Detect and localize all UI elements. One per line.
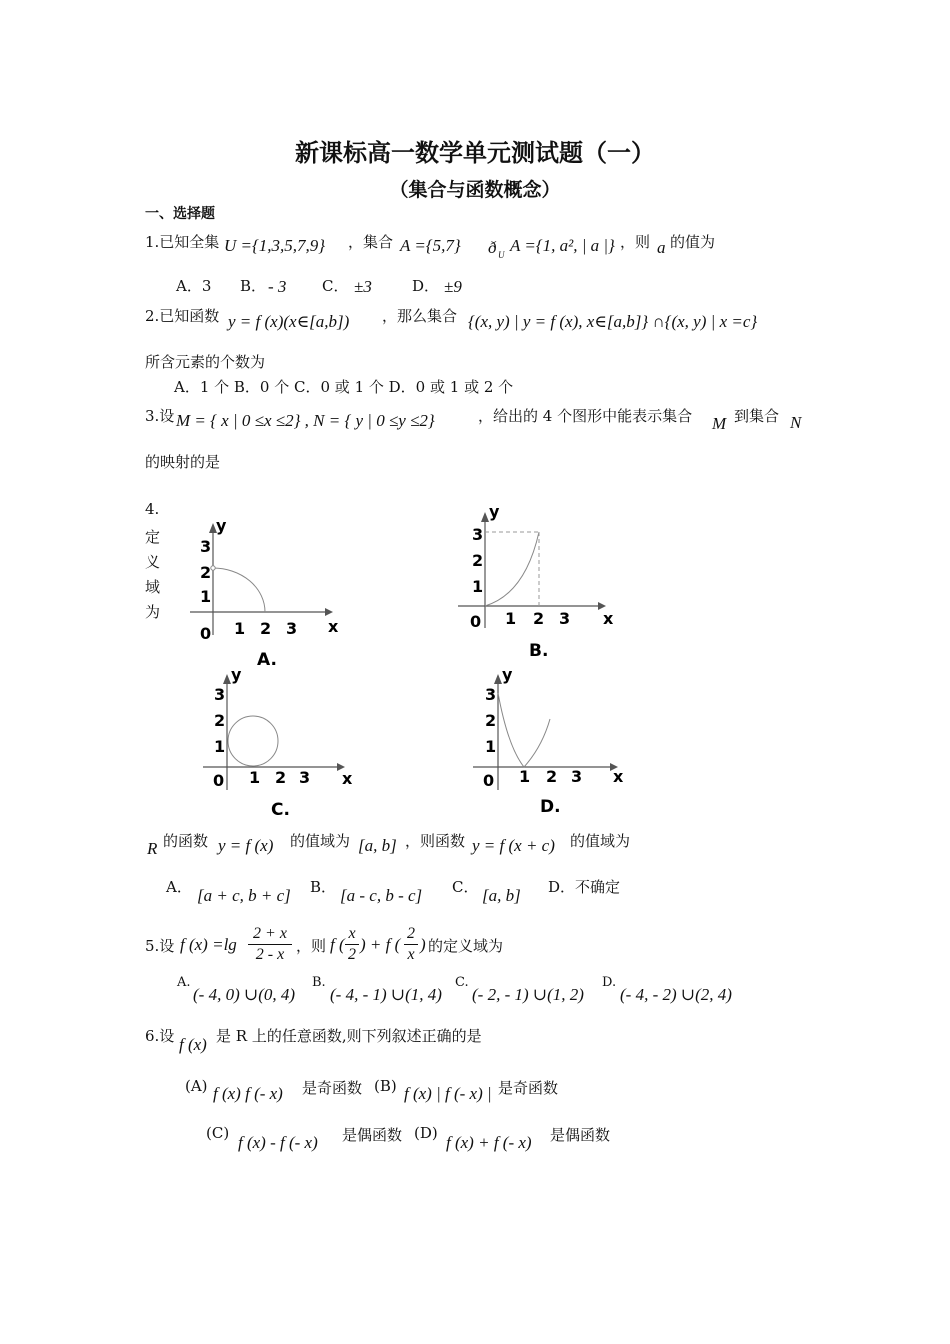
q6-option-c-text: 是偶函数 xyxy=(342,1126,403,1144)
q6-option-b-expr: f (x) | f (- x) | xyxy=(404,1084,492,1103)
y-tick-2: 2 xyxy=(472,551,484,570)
q1-suffix: 的值为 xyxy=(670,233,716,251)
x-label: x xyxy=(342,769,353,788)
q6-option-b-label: (B) xyxy=(374,1077,397,1095)
q6-option-c-expr: f (x) - f (- x) xyxy=(238,1133,318,1152)
q2-prefix: 2.已知函数 xyxy=(145,307,220,325)
q5-expr-frac2 xyxy=(404,924,418,965)
q2-options: A．1 个 B．0 个 C．0 或 1 个 D．0 或 1 或 2 个 xyxy=(174,378,514,396)
graph-c xyxy=(197,662,387,827)
y-tick-3: 3 xyxy=(214,685,226,704)
q4-option-c-label: C． xyxy=(452,878,479,896)
y-axis-arrow xyxy=(494,674,502,684)
q5-option-d-label: D. xyxy=(602,975,617,990)
graph-a xyxy=(180,505,370,670)
q1-option-b-label: B． xyxy=(240,277,267,295)
y-label: y xyxy=(216,516,227,535)
x-tick-2: 2 xyxy=(275,768,287,787)
x-tick-1: 1 xyxy=(234,619,246,638)
origin-label: 0 xyxy=(483,771,495,790)
y-label: y xyxy=(231,665,242,684)
page-subtitle: （集合与函数概念） xyxy=(389,179,561,201)
q5-expr-close: ) xyxy=(420,935,426,954)
q6-option-a-label: (A) xyxy=(185,1077,208,1095)
q6-suffix: 是 R 上的任意函数,则下列叙述正确的是 xyxy=(216,1027,482,1045)
y-tick-2: 2 xyxy=(214,711,226,730)
q1-option-c-label: C． xyxy=(322,277,349,295)
origin-label: 0 xyxy=(200,624,212,643)
y-label: y xyxy=(502,665,513,684)
graph-d-label: D. xyxy=(540,797,561,817)
q5-fraction-numerator: 2 + x xyxy=(248,924,292,945)
q5-fraction xyxy=(248,924,292,965)
q6-option-d-text: 是偶函数 xyxy=(550,1126,611,1144)
open-point xyxy=(211,566,215,570)
q5-expr-frac1-num: x xyxy=(345,924,359,945)
q5-option-b-label: B. xyxy=(312,975,326,990)
q5-expr-plus: ) + f ( xyxy=(360,935,401,954)
q4-option-d: D．不确定 xyxy=(548,878,621,896)
origin-label: 0 xyxy=(213,771,225,790)
q3-set-n: N xyxy=(790,413,802,432)
q3-sets: M = { x | 0 ≤x ≤2} , N = { y | 0 ≤y ≤2} xyxy=(176,411,435,430)
q5-option-a-value: (- 4, 0) ∪(0, 4) xyxy=(193,985,296,1004)
q2-set-expression: {(x, y) | y = f (x), x∈[a,b]} ∩{(x, y) | x =c} xyxy=(468,312,758,331)
q6-option-a-expr: f (x) f (- x) xyxy=(213,1084,283,1103)
x-tick-3: 3 xyxy=(559,609,571,628)
q3-line2: 的映射的是 xyxy=(145,453,221,471)
q3-prefix: 3.设 xyxy=(145,407,175,425)
q4-option-a-value: [a + c, b + c] xyxy=(197,886,291,905)
q6-option-b-text: 是奇函数 xyxy=(498,1079,559,1097)
q2-mid: ，那么集合 xyxy=(382,307,458,325)
q5-option-b-value: (- 4, - 1) ∪(1, 4) xyxy=(330,985,442,1004)
q1-option-d-label: D． xyxy=(412,277,440,295)
y-axis-arrow xyxy=(481,512,489,522)
q6-fx: f (x) xyxy=(179,1035,207,1054)
y-tick-1: 1 xyxy=(200,587,212,606)
x-tick-2: 2 xyxy=(546,767,558,786)
graph-a-label: A. xyxy=(257,650,277,670)
x-tick-1: 1 xyxy=(505,609,517,628)
q3-mid: ，给出的 4 个图形中能表示集合 xyxy=(478,407,693,425)
page-title: 新课标高一数学单元测试题（一） xyxy=(295,138,655,167)
origin-label: 0 xyxy=(470,612,482,631)
y-tick-2: 2 xyxy=(485,711,497,730)
section-heading: 一、选择题 xyxy=(145,206,215,222)
q1-complement-symbol: ð xyxy=(488,238,497,257)
q5-expr-frac2-num: 2 xyxy=(404,924,418,945)
y-tick-1: 1 xyxy=(485,737,497,756)
q5-option-c-label: C. xyxy=(455,975,469,990)
q1-option-d-value: ±9 xyxy=(444,277,462,296)
x-tick-1: 1 xyxy=(519,767,531,786)
q5-fraction-denominator: 2 - x xyxy=(255,946,285,963)
x-tick-3: 3 xyxy=(299,768,311,787)
q1-prefix: 1.已知全集 xyxy=(145,233,220,251)
q6-prefix: 6.设 xyxy=(145,1027,175,1045)
y-tick-3: 3 xyxy=(472,525,484,544)
q4-char-3: 域 xyxy=(145,578,161,596)
q5-expr-f1: f ( xyxy=(330,935,345,954)
q5-definition: f (x) =lg xyxy=(180,935,237,954)
q6-option-c-label: (C) xyxy=(206,1124,230,1142)
x-tick-2: 2 xyxy=(260,619,272,638)
y-label: y xyxy=(489,502,500,521)
q5-suffix: 的定义域为 xyxy=(428,937,504,955)
q4-text4: 的值域为 xyxy=(570,832,631,850)
q4-option-b-value: [a - c, b - c] xyxy=(340,886,423,905)
curve-right xyxy=(524,719,550,767)
graph-d xyxy=(470,662,660,827)
q4-option-c-value: [a, b] xyxy=(482,886,521,905)
q4-function2: y = f (x + c) xyxy=(472,836,555,855)
x-tick-2: 2 xyxy=(533,609,545,628)
graph-c-label: C. xyxy=(271,800,290,820)
q1-universal-set: U ={1,3,5,7,9} xyxy=(224,236,326,255)
y-axis-arrow xyxy=(223,674,231,684)
q1-complement-subscript: U xyxy=(498,250,505,260)
q4-char-4: 为 xyxy=(145,603,161,621)
q1-mid2: ，则 xyxy=(620,233,651,251)
q1-option-c-value: ±3 xyxy=(354,277,372,296)
q1-option-a: A．3 xyxy=(176,277,212,295)
y-tick-3: 3 xyxy=(200,537,212,556)
q1-mid1: ，集合 xyxy=(348,233,394,251)
y-tick-2: 2 xyxy=(200,563,212,582)
q4-text1: 的函数 xyxy=(163,832,209,850)
y-tick-3: 3 xyxy=(485,685,497,704)
q1-set-a: A ={5,7} xyxy=(400,236,461,255)
q6-option-d-expr: f (x) + f (- x) xyxy=(446,1133,532,1152)
q4-domain-r: R xyxy=(147,839,158,858)
q2-line2: 所含元素的个数为 xyxy=(145,353,266,371)
q4-option-b-label: B． xyxy=(310,878,337,896)
q1-variable: a xyxy=(657,238,666,257)
q4-range: [a, b] xyxy=(358,836,397,855)
q5-expr-frac2-den: x xyxy=(407,946,415,963)
q5-prefix: 5.设 xyxy=(145,937,175,955)
x-tick-3: 3 xyxy=(286,619,298,638)
q5-option-d-value: (- 4, - 2) ∪(2, 4) xyxy=(620,985,732,1004)
x-label: x xyxy=(603,609,614,628)
q4-number: 4. xyxy=(145,500,160,518)
quarter-arc xyxy=(213,568,265,612)
q5-expr-frac1 xyxy=(345,924,359,965)
x-tick-1: 1 xyxy=(249,768,261,787)
q5-option-a-label: A. xyxy=(177,975,191,990)
q4-option-a-label: A． xyxy=(166,878,192,896)
q3-to: 到集合 xyxy=(734,407,780,425)
curve xyxy=(485,532,539,606)
q5-mid: ，则 xyxy=(296,937,327,955)
circle-curve xyxy=(228,716,278,766)
q6-option-d-label: (D) xyxy=(414,1124,438,1142)
q3-set-m: M xyxy=(712,414,727,433)
q1-complement-set: A ={1, a², | a |} xyxy=(510,236,615,255)
q6-option-a-text: 是奇函数 xyxy=(302,1079,363,1097)
q4-text3: ，则函数 xyxy=(405,832,466,850)
q1-option-b-value: - 3 xyxy=(268,277,287,296)
q4-char-1: 定 xyxy=(145,528,161,546)
y-tick-1: 1 xyxy=(214,737,226,756)
q4-char-2: 义 xyxy=(145,553,161,571)
x-axis-arrow xyxy=(325,608,333,616)
y-tick-1: 1 xyxy=(472,577,484,596)
x-label: x xyxy=(328,617,339,636)
x-tick-3: 3 xyxy=(571,767,583,786)
q4-function1: y = f (x) xyxy=(218,836,274,855)
q5-expr-frac1-den: 2 xyxy=(348,946,356,963)
graph-b xyxy=(455,500,645,665)
q5-option-c-value: (- 2, - 1) ∪(1, 2) xyxy=(472,985,584,1004)
graph-b-label: B. xyxy=(529,641,549,661)
q4-text2: 的值域为 xyxy=(290,832,351,850)
q2-function: y = f (x)(x∈[a,b]) xyxy=(228,312,350,331)
x-label: x xyxy=(613,767,624,786)
curve-left xyxy=(498,693,524,767)
